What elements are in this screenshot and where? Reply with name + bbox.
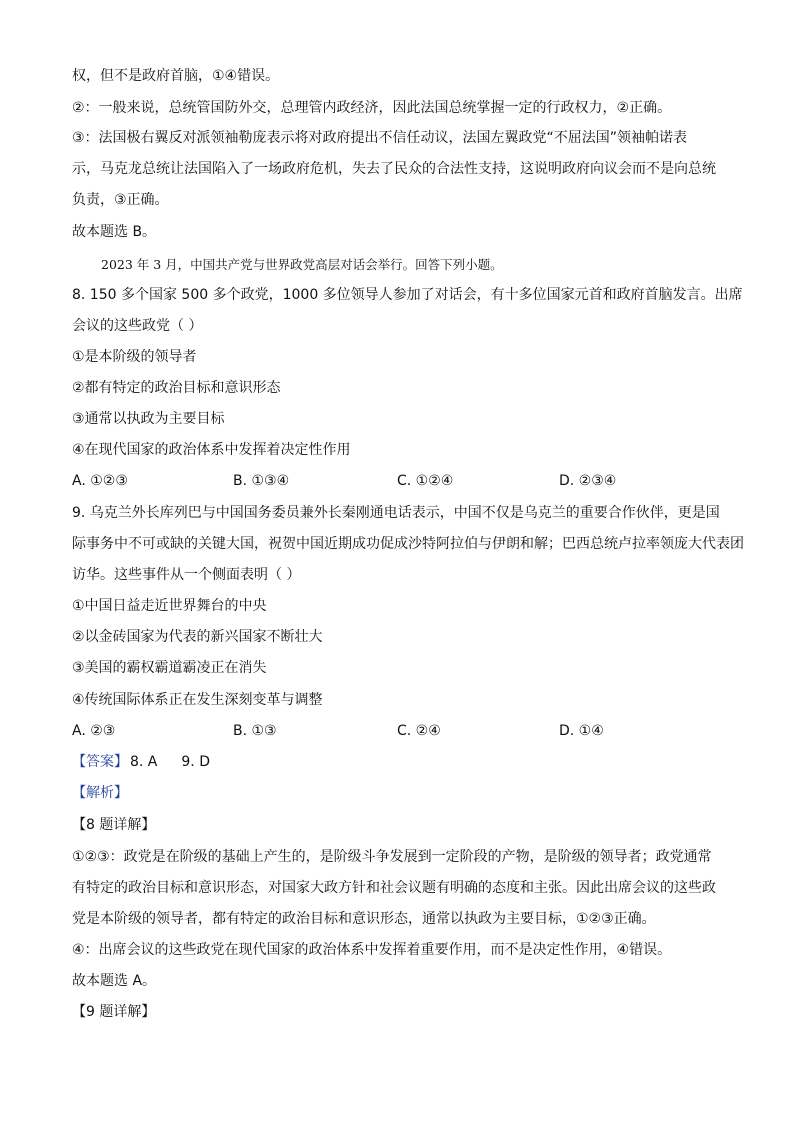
text-line: ②：一般来说，总统管国防外交，总理管内政经济，因此法国总统掌握一定的行政权力，②正确。 bbox=[72, 100, 672, 116]
detail8-text: 故本题选 A。 bbox=[72, 973, 157, 989]
q8-options bbox=[72, 471, 732, 491]
q9-option-a: A. ②③ bbox=[72, 723, 116, 739]
text-line: 故本题选 B。 bbox=[72, 224, 157, 240]
detail8-text: ④：出席会议的这些政党在现代国家的政治体系中发挥着重要作用，而不是决定性作用，④错误。 bbox=[72, 942, 672, 958]
q9-item: ③美国的霸权霸道霸凌正在消失 bbox=[72, 660, 267, 676]
detail9-label: 【9 题详解】 bbox=[72, 1004, 156, 1020]
q8-item: ③通常以执政为主要目标 bbox=[72, 411, 225, 427]
q8-item: ②都有特定的政治目标和意识形态 bbox=[72, 380, 281, 396]
detail8-text: ①②③：政党是在阶级的基础上产生的，是阶级斗争发展到一定阶段的产物，是阶级的领导者；政党通常 bbox=[72, 849, 712, 865]
q9-stem: 际事务中不可或缺的关键大国，祝贺中国近期成功促成沙特阿拉伯与伊朗和解；巴西总统卢拉率领庞大代表团 bbox=[72, 536, 744, 552]
text-line: ③：法国极右翼反对派领袖勒庞表示将对政府提出不信任动议，法国左翼政党“不屈法国”领袖帕诺表 bbox=[72, 130, 688, 146]
q8-option-a: A. ①②③ bbox=[72, 473, 128, 489]
answer-label: 【答案】 bbox=[72, 754, 128, 770]
text-line: 示，马克龙总统让法国陷入了一场政府危机，失去了民众的合法性支持，这说明政府向议会而不是向总统 bbox=[72, 161, 716, 177]
q9-option-c: C. ②④ bbox=[397, 723, 441, 739]
q8-option-c: C. ①②④ bbox=[397, 473, 454, 489]
q8-stem: 会议的这些政党（ ） bbox=[72, 318, 203, 334]
analysis-label: 【解析】 bbox=[72, 785, 128, 801]
q8-option-b: B. ①③④ bbox=[233, 473, 290, 489]
q9-option-b: B. ①③ bbox=[233, 723, 277, 739]
text-line: 权，但不是政府首脑，①④错误。 bbox=[72, 68, 280, 84]
q9-stem: 9. 乌克兰外长库列巴与中国国务委员兼外长秦刚通电话表示，中国不仅是乌克兰的重要合作伙伴，更是国 bbox=[72, 505, 720, 521]
q9-option-d: D. ①④ bbox=[559, 723, 604, 739]
detail8-text: 有特定的政治目标和意识形态，对国家大政方针和社会议题有明确的态度和主张。因此出席会议的这些政 bbox=[72, 880, 716, 896]
answer-8: 8. A bbox=[130, 754, 158, 770]
q9-stem: 访华。这些事件从一个侧面表明（ ） bbox=[72, 567, 301, 583]
answer-9: 9. D bbox=[181, 754, 210, 770]
q8-item: ④在现代国家的政治体系中发挥着决定性作用 bbox=[72, 442, 351, 458]
text-line: 负责，③正确。 bbox=[72, 192, 169, 208]
q9-item: ①中国日益走近世界舞台的中央 bbox=[72, 598, 267, 614]
q9-item: ④传统国际体系正在发生深刻变革与调整 bbox=[72, 692, 323, 708]
detail8-text: 党是本阶级的领导者，都有特定的政治目标和意识形态，通常以执政为主要目标，①②③正确。 bbox=[72, 911, 656, 927]
detail8-label: 【8 题详解】 bbox=[72, 817, 156, 833]
answer-line bbox=[72, 752, 732, 772]
q8-item: ①是本阶级的领导者 bbox=[72, 349, 197, 365]
question-intro: 2023 年 3 月，中国共产党与世界政党高层对话会举行。回答下列小题。 bbox=[101, 257, 503, 272]
q9-options bbox=[72, 721, 732, 741]
q8-stem: 8. 150 多个国家 500 多个政党，1000 多位领导人参加了对话会，有十多位国家元首和政府首脑发言。出席 bbox=[72, 287, 743, 303]
q9-item: ②以金砖国家为代表的新兴国家不断壮大 bbox=[72, 629, 323, 645]
q8-option-d: D. ②③④ bbox=[559, 473, 617, 489]
